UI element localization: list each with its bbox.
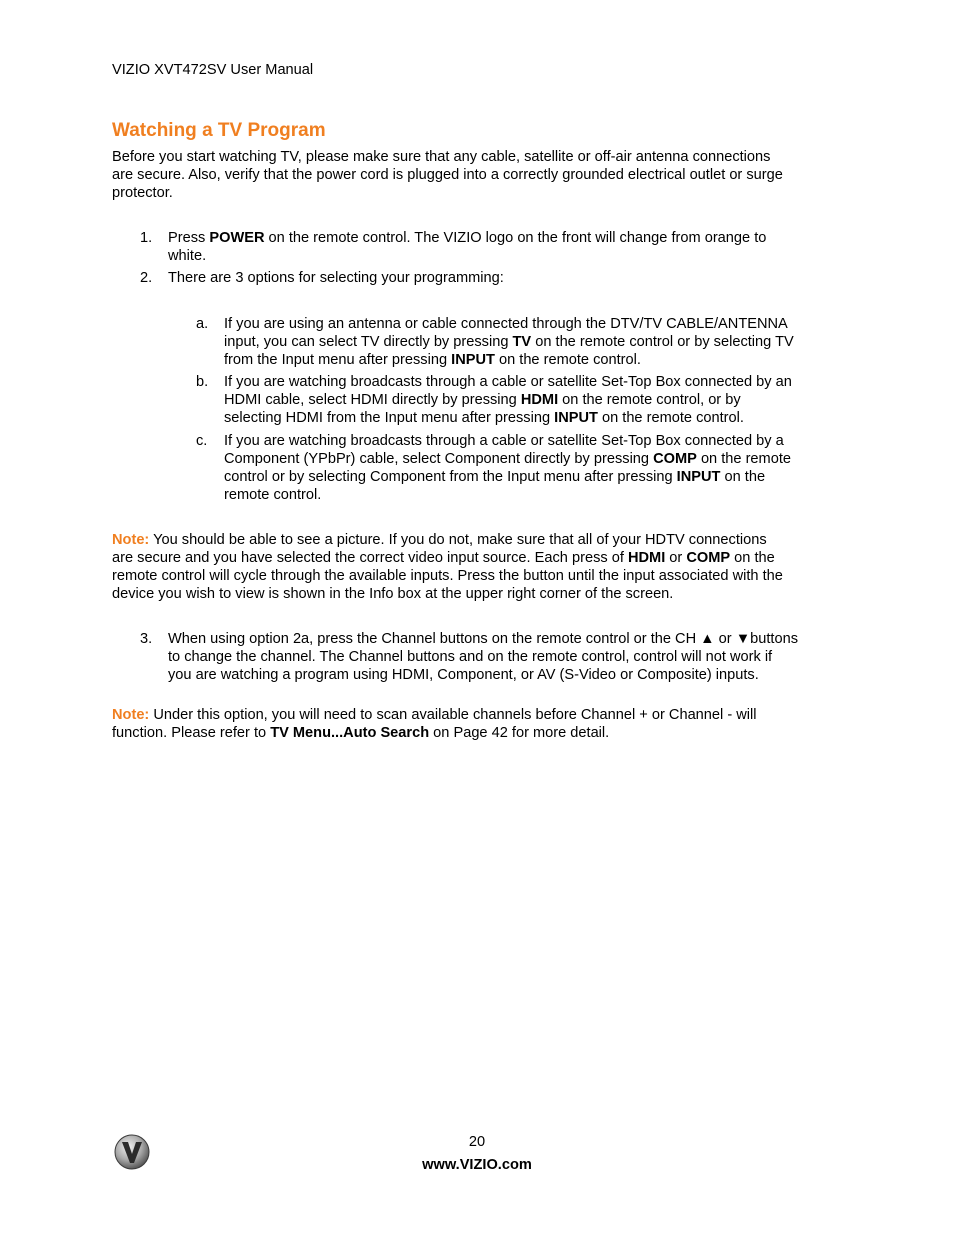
step-number: 1. [140, 230, 153, 246]
option-letter: b. [196, 374, 209, 390]
input-keyword: INPUT [554, 410, 598, 426]
option-letter: a. [196, 316, 209, 332]
step-text: When using option 2a, press the Channel buttons on the remote control or the CH ▲ or ▼buttons to change the channel. The Channel buttons and on the remote control, control will not work if you are watching a program using HDMI, Component, or AV (S-Video or Composite) inputs. [168, 631, 799, 683]
hdmi-keyword: HDMI [520, 392, 559, 408]
input-keyword: INPUT [676, 469, 721, 485]
note-label: Note: [112, 707, 150, 723]
comp-keyword: COMP [653, 451, 697, 467]
option-text: If you are watching broadcasts through a cable or satellite Set-Top Box connected by a Component (YPbPr) cable, select Component directly by pressing COMP on the remote control or by selecting Component from the Input menu after pressing INPUT on the remote control. [224, 433, 791, 503]
option-letter: c. [196, 433, 208, 449]
input-keyword: INPUT [451, 352, 495, 368]
step-number: 2. [140, 270, 153, 286]
footer-url: www.VIZIO.com [422, 1157, 532, 1173]
step-text: Press POWER on the remote control. The VIZIO logo on the front will change from orange to white. [168, 230, 767, 264]
intro-line: protector. [112, 185, 173, 201]
section-title: Watching a TV Program [112, 120, 326, 141]
intro-line: are secure. Also, verify that the power cord is plugged into a correctly grounded electrical outlet or surge [112, 167, 783, 183]
note-label: Note: [112, 532, 150, 548]
option-text: If you are watching broadcasts through a cable or satellite Set-Top Box connected by an HDMI cable, select HDMI directly by pressing HDMI on the remote control, or by selecting HDMI from the Input menu after pressing INPUT on the remote control. [224, 374, 792, 426]
note-1: Note: You should be able to see a picture. If you do not, make sure that all of your HDTV connections are secure and you have selected the correct video input source. Each press of HDMI or COMP on the remote control will cycle through the available inputs. Press the button until the input associated with the device you wish to view is shown in the Info box at the upper right corner of the screen. [112, 532, 783, 602]
page-number: 20 [468, 1134, 486, 1150]
auto-search-reference: TV Menu...Auto Search [270, 725, 430, 741]
step-number: 3. [140, 631, 153, 647]
step-text: There are 3 options for selecting your programming: [168, 270, 504, 286]
intro-line: Before you start watching TV, please make sure that any cable, satellite or off-air antenna connections [112, 149, 771, 165]
running-header: VIZIO XVT472SV User Manual [112, 62, 314, 78]
power-keyword: POWER [209, 230, 265, 246]
tv-keyword: TV [512, 334, 532, 350]
intro-paragraph [112, 148, 842, 202]
note-2: Note: Under this option, you will need to scan available channels before Channel + or Channel - will function. Please refer to TV Menu...Auto Search on Page 42 for more detail. [112, 707, 757, 741]
option-text: If you are using an antenna or cable connected through the DTV/TV CABLE/ANTENNA input, you can select TV directly by pressing TV on the remote control or by selecting TV from the Input menu after pressing INPUT on the remote control. [224, 316, 794, 368]
